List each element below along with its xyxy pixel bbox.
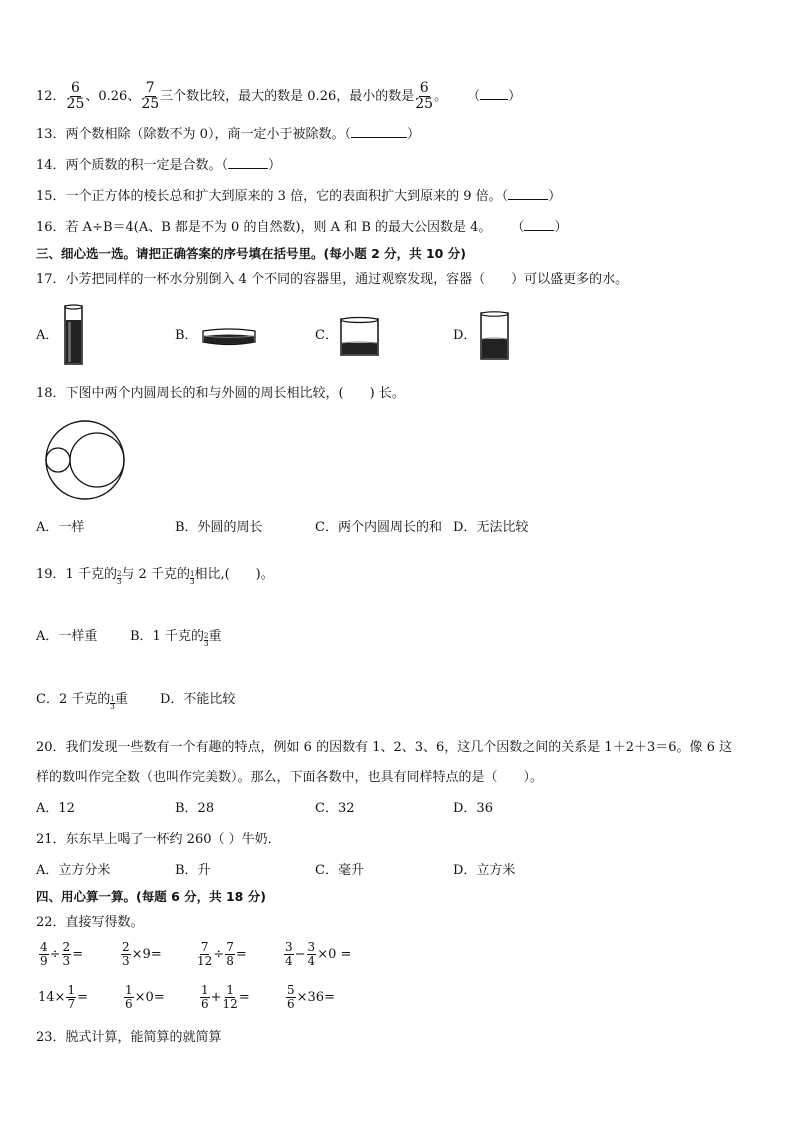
answer-blank[interactable] xyxy=(228,156,268,169)
option-a[interactable]: A．12 xyxy=(36,801,75,816)
container-c-image xyxy=(338,316,382,358)
fraction: $\frac{1}{3}$ xyxy=(110,695,115,711)
option-b[interactable]: B．1 千克的 $\frac{2}{3}$ 重 xyxy=(130,629,222,648)
question-20-line-1: 20．我们发现一些数有一个有趣的特点，例如 6 的因数有 1、2、3、6，这几个因数之间的关系是 1＋2＋3＝6。像 6 这 xyxy=(36,740,733,755)
option-c[interactable]: C．32 xyxy=(315,801,355,816)
calc-item: $\frac{3}{4}$ − $\frac{3}{4}$ ×0 = xyxy=(285,940,352,968)
calc-item: $\frac{1}{6}$ + $\frac{1}{12}$ = xyxy=(201,983,250,1011)
option-a[interactable]: A． xyxy=(36,328,59,343)
answer-blank[interactable] xyxy=(524,218,554,231)
question-20-line-2: 样的数叫作完全数（也叫作完美数）。那么，下面各数中，也具有同样特点的是（ ）。 xyxy=(36,770,544,785)
circles-figure xyxy=(43,418,127,502)
question-22: 22．直接写得数。 xyxy=(36,915,144,930)
container-b-image xyxy=(201,326,257,348)
option-b[interactable]: B．外圆的周长 xyxy=(175,520,263,535)
section-4-heading: 四、用心算一算。(每题 6 分，共 18 分) xyxy=(36,889,266,904)
container-d-image xyxy=(478,310,512,362)
option-b[interactable]: B．升 xyxy=(175,863,211,878)
calc-item: $\frac{4}{9}$ ÷ $\frac{2}{3}$ = xyxy=(40,940,84,968)
option-a[interactable]: A．一样重 xyxy=(36,629,98,644)
question-21: 21．东东早上喝了一杯约 260（ ）牛奶． xyxy=(36,832,281,847)
calc-item: $\frac{5}{6}$ ×36 = xyxy=(287,983,335,1011)
fraction: $\frac{7}{25}$ xyxy=(141,80,160,112)
fraction: $\frac{2}{3}$ xyxy=(203,632,209,648)
section-3-heading: 三、细心选一选。请把正确答案的序号填在括号里。(每小题 2 分，共 10 分) xyxy=(36,246,466,261)
question-13: 13．两个数相除（除数不为 0），商一定小于被除数。（ ） xyxy=(36,127,420,142)
option-d[interactable]: D． xyxy=(453,328,477,343)
question-16: 16．若 A÷B＝4(A、B 都是不为 0 的自然数)，则 A 和 B 的最大公因数是 4。 （ ） xyxy=(36,220,568,235)
option-d[interactable]: D．无法比较 xyxy=(453,520,529,535)
question-19: 19．1 千克的 $\frac{2}{3}$ 与 2 千克的 $\frac{1}{3}$ 相比,( )。 xyxy=(36,567,274,586)
option-a[interactable]: A．立方分米 xyxy=(36,863,111,878)
option-c[interactable]: C．2 千克的 $\frac{1}{3}$ 重 xyxy=(36,692,128,711)
option-c[interactable]: C． xyxy=(315,328,338,343)
question-23: 23．脱式计算，能简算的就简算 xyxy=(36,1030,222,1045)
answer-blank[interactable] xyxy=(508,187,548,200)
fraction: $\frac{6}{25}$ xyxy=(415,80,434,112)
fraction: $\frac{2}{3}$ xyxy=(116,570,122,586)
question-14: 14．两个质数的积一定是合数。（ ） xyxy=(36,158,282,173)
fraction: $\frac{6}{25}$ xyxy=(66,80,85,112)
question-15: 15．一个正方体的棱长总和扩大到原来的 3 倍，它的表面积扩大到原来的 9 倍。（ ） xyxy=(36,189,562,204)
option-c[interactable]: C．毫升 xyxy=(315,863,364,878)
option-b[interactable]: B． xyxy=(175,328,198,343)
option-b[interactable]: B．28 xyxy=(175,801,215,816)
fraction: $\frac{1}{3}$ xyxy=(189,570,195,586)
calc-item: 14× $\frac{1}{7}$ = xyxy=(38,983,88,1011)
question-12: 12． $\frac{6}{25}$ 、0.26、 $\frac{7}{25}$ 三个数比较，最大的数是 0.26，最小的数是 $\frac{6}{25}$ 。 （ ） xyxy=(36,80,522,112)
option-d[interactable]: D．不能比较 xyxy=(160,692,236,707)
option-d[interactable]: D．36 xyxy=(453,801,493,816)
answer-blank[interactable] xyxy=(480,87,508,100)
calc-item: $\frac{7}{12}$ ÷ $\frac{7}{8}$ = xyxy=(197,940,247,968)
option-d[interactable]: D．立方米 xyxy=(453,863,516,878)
question-18: 18．下图中两个内圆周长的和与外圆的周长相比较，( ) 长。 xyxy=(36,386,405,401)
container-a-image xyxy=(62,304,86,366)
calc-item: $\frac{1}{6}$ ×0 = xyxy=(125,983,165,1011)
option-a[interactable]: A．一样 xyxy=(36,520,85,535)
calc-item: $\frac{2}{3}$ ×9 = xyxy=(122,940,162,968)
option-c[interactable]: C．两个内圆周长的和 xyxy=(315,520,442,535)
answer-blank[interactable] xyxy=(351,125,407,138)
question-17: 17．小芳把同样的一杯水分别倒入 4 个不同的容器里，通过观察发现，容器（ ）可以盛更多的水。 xyxy=(36,272,629,287)
